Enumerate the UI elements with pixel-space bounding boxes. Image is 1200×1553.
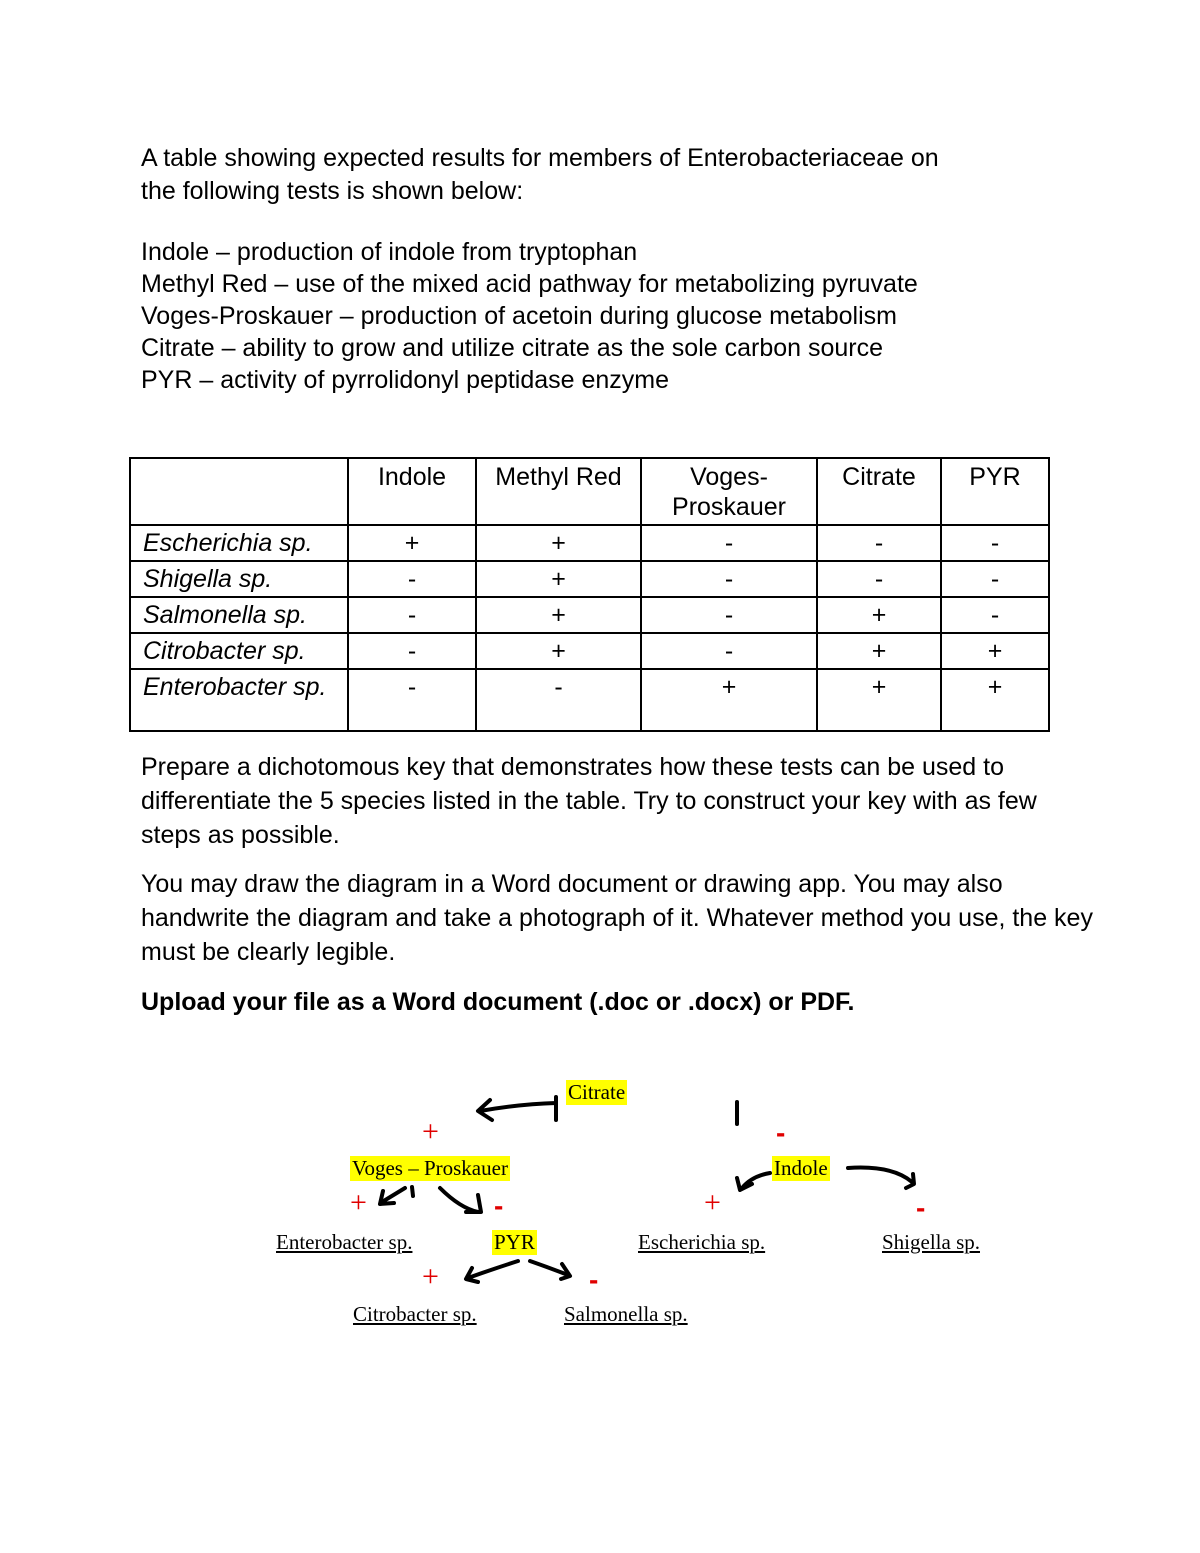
species-cell: Enterobacter sp.: [130, 669, 348, 731]
result-cell: -: [941, 597, 1049, 633]
definition-methyl-red: Methyl Red – use of the mixed acid pathway for metabolizing pyruvate: [141, 270, 918, 298]
test-definitions: [141, 236, 1101, 396]
result-cell: +: [817, 633, 941, 669]
header-methyl-red: Methyl Red: [476, 458, 641, 525]
result-cell: +: [817, 597, 941, 633]
result-cell: +: [817, 669, 941, 731]
result-cell: +: [941, 669, 1049, 731]
sign-citrate-negative: -: [776, 1117, 786, 1148]
table-row: [130, 597, 1049, 633]
header-empty: [130, 458, 348, 525]
species-cell: Salmonella sp.: [130, 597, 348, 633]
key-leaf-escherichia: Escherichia sp.: [638, 1230, 766, 1254]
result-cell: +: [941, 633, 1049, 669]
result-cell: +: [476, 525, 641, 561]
result-cell: +: [476, 597, 641, 633]
header-citrate: Citrate: [817, 458, 941, 525]
result-cell: -: [348, 597, 476, 633]
sign-pyr-positive: +: [422, 1260, 439, 1293]
definition-pyr: PYR – activity of pyrrolidonyl peptidase enzyme: [141, 366, 670, 394]
result-cell: +: [348, 525, 476, 561]
sign-pyr-negative: -: [589, 1264, 599, 1295]
header-indole: Indole: [348, 458, 476, 525]
result-cell: -: [941, 561, 1049, 597]
key-leaf-enterobacter: Enterobacter sp.: [276, 1230, 413, 1254]
results-table: [129, 457, 1050, 732]
result-cell: -: [641, 561, 817, 597]
table-row: [130, 561, 1049, 597]
result-cell: -: [348, 669, 476, 731]
sign-voges-positive: +: [350, 1186, 367, 1219]
arrow-pyr-positive: [468, 1261, 518, 1278]
key-node-pyr: PYR: [494, 1230, 535, 1254]
result-cell: +: [641, 669, 817, 731]
species-cell: Escherichia sp.: [130, 525, 348, 561]
header-pyr: PYR: [941, 458, 1049, 525]
result-cell: -: [941, 525, 1049, 561]
intro-paragraph: [141, 142, 1101, 208]
species-cell: Shigella sp.: [130, 561, 348, 597]
table-row: [130, 669, 1049, 731]
sign-citrate-positive: +: [422, 1115, 439, 1148]
key-node-indole: Indole: [774, 1156, 828, 1180]
definition-citrate: Citrate – ability to grow and utilize citrate as the sole carbon source: [141, 334, 884, 362]
result-cell: -: [348, 561, 476, 597]
arrow-voges-positive: [382, 1188, 405, 1202]
result-cell: -: [817, 525, 941, 561]
arrow-indole-negative: [848, 1168, 912, 1182]
table-header-row: [130, 458, 1049, 525]
definition-voges-proskauer: Voges-Proskauer – production of acetoin during glucose metabolism: [141, 302, 897, 330]
key-node-citrate: Citrate: [568, 1080, 626, 1104]
result-cell: -: [348, 633, 476, 669]
species-cell: Citrobacter sp.: [130, 633, 348, 669]
result-cell: +: [476, 633, 641, 669]
intro-line-2: the following tests is shown below:: [141, 177, 524, 205]
intro-line-1: A table showing expected results for members of Enterobacteriaceae on: [141, 144, 939, 172]
key-leaf-citrobacter: Citrobacter sp.: [353, 1302, 477, 1326]
dichotomous-key-diagram: [0, 1060, 1200, 1360]
result-cell: -: [641, 525, 817, 561]
sign-indole-positive: +: [704, 1186, 721, 1219]
instructions-paragraph: Prepare a dichotomous key that demonstrates how these tests can be used to differentiate the 5 species listed in the table. Try to construct your key with as few steps as possible.: [141, 753, 1037, 849]
result-cell: -: [817, 561, 941, 597]
result-cell: -: [641, 633, 817, 669]
key-leaf-shigella: Shigella sp.: [882, 1230, 980, 1254]
result-cell: -: [641, 597, 817, 633]
method-paragraph: You may draw the diagram in a Word document or drawing app. You may also handwrite the diagram and take a photograph of it. Whatever method you use, the key must be clearly legible.: [141, 870, 1093, 966]
result-cell: +: [476, 561, 641, 597]
sign-voges-negative: -: [494, 1190, 504, 1221]
sign-indole-negative: -: [916, 1192, 926, 1223]
definition-indole: Indole – production of indole from tryptophan: [141, 238, 638, 266]
table-row: [130, 633, 1049, 669]
result-cell: -: [476, 669, 641, 731]
upload-instruction: Upload your file as a Word document (.doc or .docx) or PDF.: [141, 988, 855, 1016]
key-node-voges-proskauer: Voges – Proskauer: [352, 1156, 508, 1180]
arrow-voges-negative: [440, 1188, 478, 1212]
table-row: [130, 525, 1049, 561]
tick-voges: [412, 1187, 413, 1196]
key-leaf-salmonella: Salmonella sp.: [564, 1302, 688, 1326]
header-voges-proskauer: Voges- Proskauer: [641, 458, 817, 525]
